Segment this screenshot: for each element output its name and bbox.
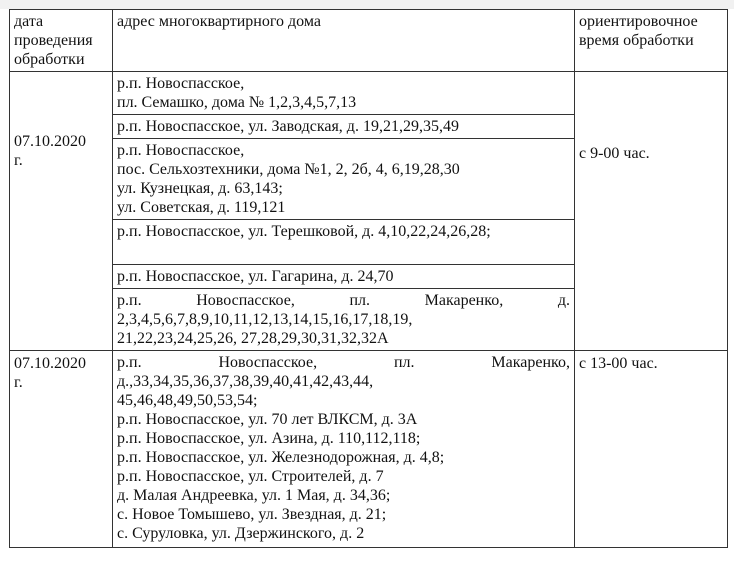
address-cell — [113, 351, 575, 548]
top-strip — [0, 0, 734, 9]
header-date-line: проведения — [14, 32, 93, 49]
address-line: р.п. Новоспасское, ул. Терешковой, д. 4,10,22,24,26,28; — [117, 223, 491, 240]
header-time-line: время обработки — [579, 32, 694, 49]
date-text: 07.10.2020 — [14, 355, 86, 372]
address-line: р.п. Новоспасское, ул. Азина, д. 110,112,118; — [117, 430, 421, 447]
address-cell — [113, 115, 575, 139]
address-line: с. Суруловка, ул. Дзержинского, д. 2 — [117, 525, 365, 542]
address-cell — [113, 220, 575, 265]
address-cell — [113, 289, 575, 351]
address-line: р.п. Новоспасское, ул. Гагарина, д. 24,70 — [117, 268, 394, 285]
word: р.п. — [117, 292, 142, 309]
word: Новоспасское, — [218, 354, 318, 371]
header-time-cell — [575, 10, 728, 72]
address-line: р.п. Новоспасское, ул. Строителей, д. 7 — [117, 468, 384, 485]
word: д. — [557, 292, 570, 309]
date-suffix: г. — [14, 374, 23, 391]
address-line: р.п. Новоспасское, — [117, 75, 245, 92]
header-date-cell — [10, 10, 113, 72]
word: Новоспасское, — [196, 292, 295, 309]
address-line: с. Новое Томышево, ул. Звездная, д. 21; — [117, 506, 387, 523]
date-suffix: г. — [14, 152, 23, 169]
date-cell — [10, 351, 113, 548]
word: Макаренко, — [491, 354, 570, 371]
address-justified-line — [117, 353, 570, 372]
address-line: пос. Сельхозтехники, дома №1, 2, 2б, 4, 6,19,28,30 — [117, 161, 460, 178]
table-row — [10, 72, 728, 115]
time-text: с 9-00 час. — [579, 145, 650, 162]
header-address-cell — [113, 10, 575, 72]
address-line: р.п. Новоспасское, — [117, 142, 245, 159]
word: пл. — [393, 354, 415, 371]
address-cell — [113, 139, 575, 220]
address-line: ул. Советская, д. 119,121 — [117, 199, 286, 216]
header-row — [10, 10, 728, 72]
date-cell — [10, 72, 113, 351]
header-address: адрес многоквартирного дома — [117, 13, 321, 30]
address-cell — [113, 72, 575, 115]
address-justified-line — [117, 291, 570, 310]
time-cell — [575, 72, 728, 351]
table-row — [10, 351, 728, 548]
address-line: ул. Кузнецкая, д. 63,143; — [117, 180, 283, 197]
address-line: р.п. Новоспасское, ул. 70 лет ВЛКСМ, д. 3А — [117, 411, 418, 428]
header-time-line: ориентировочное — [579, 13, 698, 30]
address-line: д. Малая Андреевка, ул. 1 Мая, д. 34,36; — [117, 487, 391, 504]
address-line: 2,3,4,5,6,7,8,9,10,11,12,13,14,15,16,17,18,19, — [117, 311, 413, 328]
address-line: пл. Семашко, дома № 1,2,3,4,5,7,13 — [117, 94, 357, 111]
word: р.п. — [117, 354, 142, 371]
address-cell — [113, 265, 575, 289]
date-text: 07.10.2020 — [14, 133, 86, 150]
word: пл. — [349, 292, 370, 309]
time-cell — [575, 351, 728, 548]
address-line: р.п. Новоспасское, ул. Железнодорожная, д. 4,8; — [117, 449, 445, 466]
header-date-line: дата — [14, 13, 44, 30]
address-line: 21,22,23,24,25,26, 27,28,29,30,31,32,32А — [117, 330, 389, 347]
schedule-table — [9, 9, 728, 548]
address-line: р.п. Новоспасское, ул. Заводская, д. 19,21,29,35,49 — [117, 118, 459, 135]
time-text: с 13-00 час. — [579, 355, 658, 372]
address-line: 45,46,48,49,50,53,54; — [117, 392, 258, 409]
word: Макаренко, — [424, 292, 504, 309]
header-date-line: обработки — [14, 51, 85, 68]
address-line: д.,33,34,35,36,37,38,39,40,41,42,43,44, — [117, 373, 374, 390]
